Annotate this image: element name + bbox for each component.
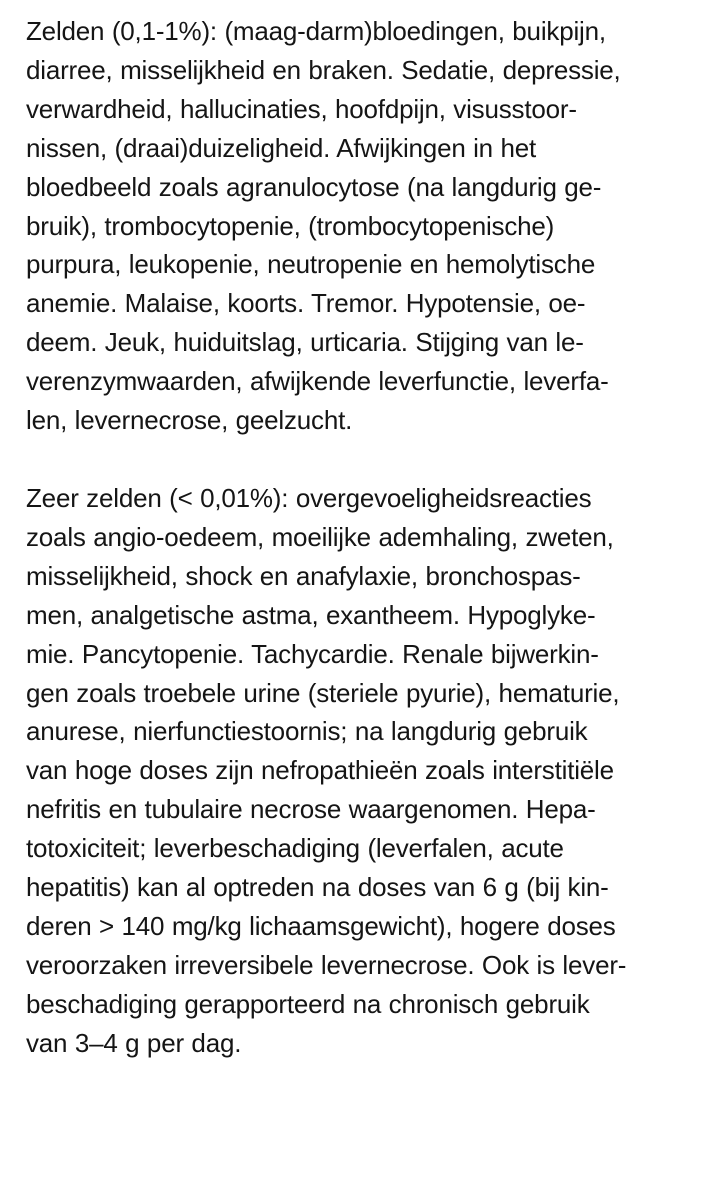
text-line: van hoge doses zijn nefropathieën zoals interstitiële	[26, 755, 614, 786]
text-line: Zeer zelden (< 0,01%): overgevoeligheidsreacties	[26, 482, 592, 513]
text-line: hepatitis) kan al optreden na doses van 6 g (bij kin-	[26, 872, 609, 903]
text-line: totoxiciteit; leverbeschadiging (leverfalen, acute	[26, 833, 564, 864]
text-line: men, analgetische astma, exantheem. Hypoglyke-	[26, 599, 596, 630]
text-line: gen zoals troebele urine (steriele pyurie), hematurie,	[26, 677, 620, 708]
text-line: nefritis en tubulaire necrose waargenomen. Hepa-	[26, 794, 596, 825]
document-body	[26, 12, 716, 1063]
paragraph-gap	[26, 440, 716, 479]
text-line: Zelden (0,1-1%): (maag-darm)bloedingen, buikpijn,	[26, 16, 606, 46]
text-line: verenzymwaarden, afwijkende leverfunctie, leverfa-	[26, 366, 609, 397]
text-line: anemie. Malaise, koorts. Tremor. Hypotensie, oe-	[26, 288, 586, 319]
text-line: len, levernecrose, geelzucht.	[26, 405, 353, 436]
text-line: beschadiging gerapporteerd na chronisch gebruik	[26, 988, 590, 1019]
text-line: deem. Jeuk, huiduitslag, urticaria. Stijging van le-	[26, 327, 584, 358]
text-line: diarree, misselijkheid en braken. Sedatie, depressie,	[26, 54, 621, 85]
text-line: bruik), trombocytopenie, (trombocytopenische)	[26, 210, 555, 241]
paragraph-zeer-zelden	[26, 479, 716, 1063]
text-line: van 3–4 g per dag.	[26, 1027, 242, 1058]
text-line: mie. Pancytopenie. Tachycardie. Renale bijwerkin-	[26, 638, 599, 669]
text-line: anurese, nierfunctiestoornis; na langdurig gebruik	[26, 716, 588, 747]
text-line: nissen, (draai)duizeligheid. Afwijkingen in het	[26, 132, 537, 163]
text-line: veroorzaken irreversibele levernecrose. Ook is lever-	[26, 949, 627, 980]
paragraph-zelden	[26, 12, 716, 440]
text-line: bloedbeeld zoals agranulocytose (na langdurig ge-	[26, 171, 602, 202]
text-line: verwardheid, hallucinaties, hoofdpijn, visusstoor-	[26, 93, 577, 124]
text-line: purpura, leukopenie, neutropenie en hemolytische	[26, 249, 596, 280]
text-line: misselijkheid, shock en anafylaxie, bronchospas-	[26, 560, 581, 591]
text-line: zoals angio-oedeem, moeilijke ademhaling, zweten,	[26, 521, 614, 552]
text-line: deren > 140 mg/kg lichaamsgewicht), hogere doses	[26, 910, 616, 941]
